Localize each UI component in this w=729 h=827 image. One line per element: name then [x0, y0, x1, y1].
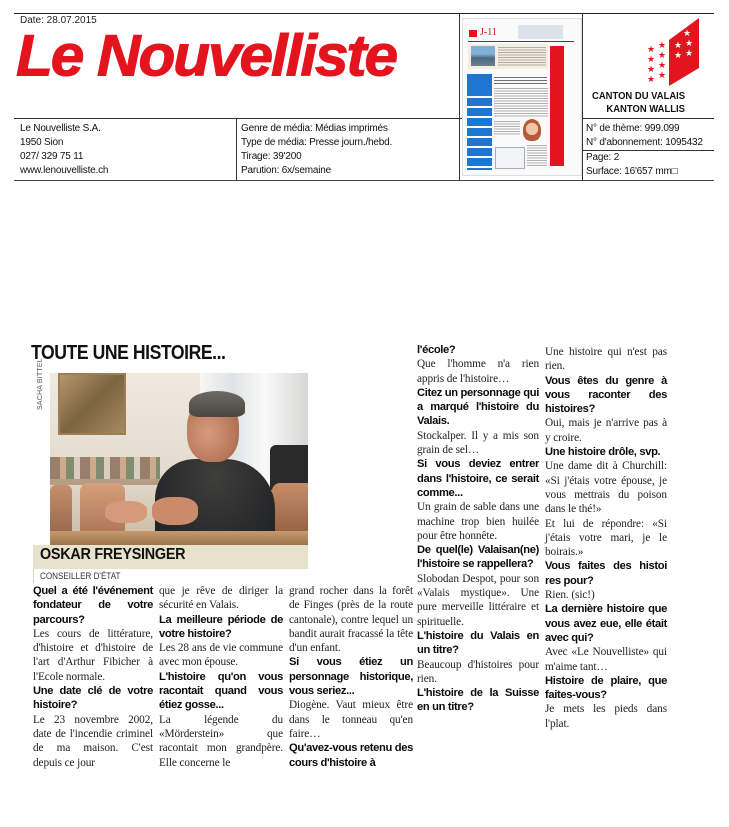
star-icon: ★	[647, 74, 656, 84]
interview-question: l'école?	[417, 344, 456, 356]
header-divider	[459, 13, 460, 180]
thumbnail-text	[494, 121, 520, 135]
star-icon: ★	[658, 40, 667, 50]
star-icon: ★	[658, 50, 667, 60]
thumbnail-ad	[518, 25, 563, 39]
publication-logo: Le Nouvelliste	[16, 22, 396, 89]
star-icon: ★	[658, 60, 667, 70]
caption-rule	[33, 569, 34, 583]
header-bottom-rule	[14, 180, 714, 181]
publisher-name: Le Nouvelliste S.A.	[20, 123, 101, 134]
theme-number: N° de thème: 999.099	[586, 123, 680, 134]
star-icon: ★	[647, 64, 656, 74]
interview-answer: Oui, mais je n'arrive pas à y croire.	[545, 417, 667, 444]
interview-answer: Je mets les pieds dans l'plat.	[545, 703, 667, 730]
reference-info	[586, 122, 703, 179]
media-info	[241, 122, 392, 178]
thumbnail-portrait	[523, 119, 541, 141]
thumbnail-page-label: J-11	[480, 27, 497, 38]
article-column	[417, 343, 539, 715]
header-divider	[236, 118, 237, 180]
thumbnail-cartoon	[495, 147, 525, 169]
interview-answer: Beaucoup d'histoires pour rien.	[417, 658, 539, 685]
publisher-info	[20, 122, 108, 178]
interview-answer: Et lui de répondre: «Si j'étais votre mari, je le boirais.»	[545, 517, 667, 559]
interview-question: Si vous deviez entrer dans l'histoire, ce serait comme...	[417, 458, 539, 499]
interview-question: Citez un personnage qui a marqué l'histoire du Valais.	[417, 386, 539, 428]
interview-answer: Slobodan Despot, pour son «Valais mystique». Une pure merveille littéraire et spirituelle.	[417, 572, 539, 628]
interview-answer: Avec «Le Nouvelliste» qui m'aime tant…	[545, 646, 667, 673]
star-icon: ★	[658, 70, 667, 80]
canton-valais-coat-of-arms-icon	[641, 16, 701, 86]
star-icon: ★	[674, 40, 683, 50]
portrait-photo	[50, 373, 308, 546]
media-parution: Parution: 6x/semaine	[241, 165, 331, 176]
article-title: TOUTE UNE HISTOIRE...	[31, 342, 226, 364]
thumbnail-blue-boxes	[467, 98, 492, 170]
interview-question: La meilleure période de votre histoire?	[159, 613, 283, 640]
photo-shelf	[50, 457, 160, 479]
article-column	[159, 584, 283, 770]
thumbnail-red-column	[550, 46, 564, 166]
interview-answer: Un grain de sable dans une machine trop bien huilée pour être honnête.	[417, 501, 539, 542]
interview-question: Une date clé de votre histoire?	[33, 685, 153, 712]
header-top-rule	[14, 13, 714, 14]
media-genre: Genre de média: Médias imprimés	[241, 123, 388, 134]
person-role: CONSEILLER D'ÉTAT	[40, 571, 121, 581]
interview-question: Qu'avez-vous retenu des cours d'histoire à	[289, 742, 413, 769]
interview-answer: que je rêve de diriger la sécurité en Valais.	[159, 585, 283, 612]
thumbnail-text	[494, 88, 548, 118]
star-icon: ★	[674, 50, 683, 60]
interview-answer: Les 28 ans de vie commune avec mon épouse.	[159, 642, 283, 669]
interview-question: L'histoire du Valais en un titre?	[417, 629, 539, 657]
white-side-stars	[647, 40, 666, 84]
article-column	[33, 584, 153, 770]
surface-value: Surface: 16'657 mm□	[586, 166, 678, 177]
thumbnail-photo	[471, 46, 495, 66]
interview-answer: Stockalper. Il y a mis son grain de sel…	[417, 429, 539, 457]
interview-question: Vous faites des histoi res pour?	[545, 560, 667, 587]
interview-answer: grand rocher dans la forêt de Finges (près de la route cantonale), contre lequel un bandit aurait fracassé la tête d'un enfant.	[289, 585, 413, 655]
interview-answer: Rien. (sic!)	[545, 589, 595, 602]
media-tirage: Tirage: 39'200	[241, 151, 302, 162]
thumbnail-blue-panel	[467, 74, 492, 96]
media-type: Type de média: Presse journ./hebd.	[241, 137, 393, 148]
header-middle-rule	[14, 118, 714, 119]
interview-question: Vous êtes du genre à vous raconter des histoires?	[545, 374, 667, 416]
canton-name-de: KANTON WALLIS	[606, 103, 685, 115]
publisher-phone: 027/ 329 75 11	[20, 151, 84, 162]
photo-table	[50, 531, 308, 546]
thumbnail-text	[527, 145, 547, 167]
interview-answer: Le 23 novembre 2002, date de l'incendie criminel de ma maison. C'est depuis ce jour	[33, 713, 153, 769]
interview-question: L'histoire qu'on vous racontait quand vous étiez gosse...	[159, 670, 283, 712]
publisher-city: 1950 Sion	[20, 137, 64, 148]
date-label: Date: 28.07.2015	[20, 15, 97, 26]
section-icon	[469, 30, 477, 37]
thumbnail-headline	[494, 77, 547, 86]
interview-question: Histoire de plaire, que faites-vous?	[545, 674, 667, 702]
photo-credit: SACHA BITTEL	[37, 358, 44, 410]
interview-answer: Une dame dit à Churchill: «Si j'étais votre épouse, je vous mettrais du poison dans le thé!»	[545, 460, 667, 516]
person-name: OSKAR FREYSINGER	[40, 546, 186, 563]
star-icon: ★	[647, 44, 656, 54]
star-icon: ★	[683, 28, 692, 38]
interview-answer: Une histoire qui n'est pas rien.	[545, 346, 667, 373]
thumbnail-rule	[468, 41, 574, 42]
star-icon: ★	[647, 54, 656, 64]
interview-question: L'histoire de la Suisse en un titre?	[417, 687, 539, 714]
thumbnail-text	[498, 47, 546, 67]
publisher-website[interactable]: www.lenouvelliste.ch	[20, 165, 109, 176]
article-column	[289, 584, 413, 770]
interview-answer: Diogène. Vaut mieux être dans le tonneau qu'en faire…	[289, 699, 413, 740]
interview-question: Si vous étiez un personnage historique, vous seriez...	[289, 656, 413, 698]
page-number: Page: 2	[586, 152, 620, 163]
interview-answer: Les cours de littérature, d'histoire et d'histoire de l'art d'Arthur Fibicher à l'Ecole normale.	[33, 627, 153, 683]
interview-question: Une histoire drôle, svp.	[545, 446, 661, 459]
interview-question: De quel(le) Valaisan(ne) l'histoire se rappellera?	[417, 544, 539, 571]
header-divider	[582, 13, 583, 180]
canton-label	[592, 90, 685, 116]
interview-answer: Que l'homme n'a rien appris de l'histoire…	[417, 358, 539, 385]
star-icon: ★	[685, 38, 694, 48]
article-column	[545, 345, 667, 731]
subscription-number: N° d'abonnement: 1095432	[586, 137, 703, 148]
interview-answer: La légende du «Mörderstein» que racontait mon grandpère. Elle concerne le	[159, 713, 283, 769]
star-icon: ★	[685, 48, 694, 58]
interview-question: Quel a été l'événement fondateur de votre parcours?	[33, 585, 153, 626]
interview-question: La dernière histoire que vous avez eue, elle était avec qui?	[545, 603, 667, 644]
photo-painting	[58, 373, 126, 435]
page-thumbnail[interactable]	[462, 18, 582, 176]
canton-name-fr: CANTON DU VALAIS	[592, 90, 686, 102]
